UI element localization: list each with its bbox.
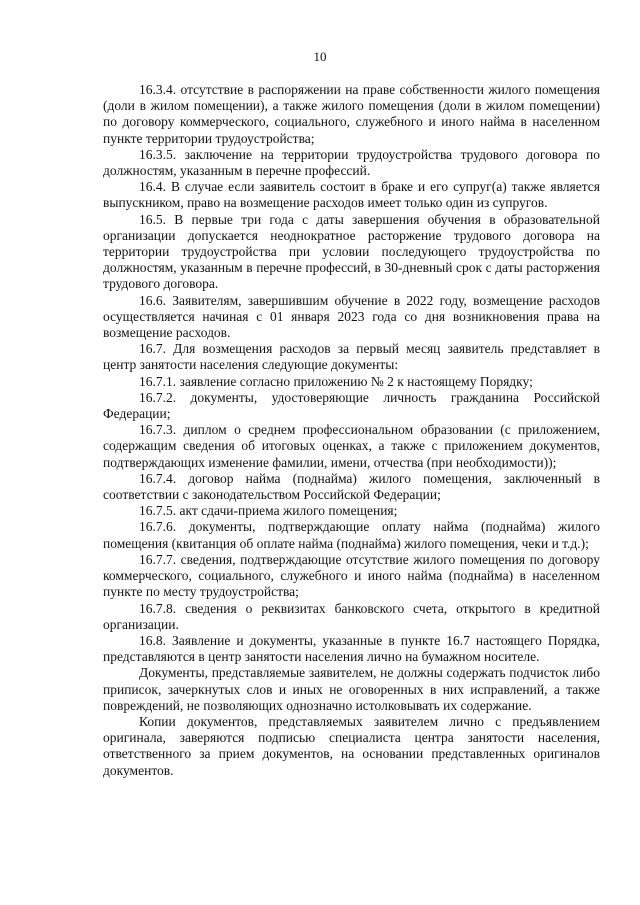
paragraph-16-7-7: 16.7.7. сведения, подтверждающие отсутствие жилого помещения по договору коммерческого, социального, служебного и иного найма (поднайма) в населенном пункте по месту трудоустройства; <box>103 551 600 600</box>
paragraph-16-7-4: 16.7.4. договор найма (поднайма) жилого помещения, заключенный в соответствии с законодательством Российской Федерации; <box>103 470 600 503</box>
paragraph-16-7-5: 16.7.5. акт сдачи-приема жилого помещения; <box>139 503 398 519</box>
paragraph-16-4: 16.4. В случае если заявитель состоит в браке и его супруг(а) также является выпускником, право на возмещение расходов имеет только один из супругов. <box>103 179 600 211</box>
paragraph-16-7-1: 16.7.1. заявление согласно приложению № 2 к настоящему Порядку; <box>139 373 533 389</box>
paragraph-16-3-5: 16.3.5. заключение на территории трудоустройства трудового договора по должностям, указанным в перечне профессий. <box>103 146 600 179</box>
paragraph-16-8: 16.8. Заявление и документы, указанные в пункте 16.7 настоящего Порядка, представляются в центр занятости населения лично на бумажном носителе. <box>103 632 600 665</box>
paragraph-16-7-6: 16.7.6. документы, подтверждающие оплату найма (поднайма) жилого помещения (квитанция об оплате найма (поднайма) жилого помещения, чеки и т.д.); <box>103 519 600 551</box>
paragraph-16-7-2: 16.7.2. документы, удостоверяющие личность гражданина Российской Федерации; <box>103 389 600 422</box>
paragraph-16-7: 16.7. Для возмещения расходов за первый месяц заявитель представляет в центр занятости населения следующие документы: <box>103 341 600 373</box>
document-body <box>103 82 600 779</box>
paragraph-copies-certification: Копии документов, представляемых заявителем лично с предъявлением оригинала, заверяются подписью специалиста центра занятости населения, ответственного за прием документов, на основании представленных оригиналов документов. <box>103 713 600 778</box>
paragraph-documents-requirements: Документы, представляемые заявителем, не должны содержать подчисток либо приписок, зачеркнутых слов и иных не оговоренных в них исправлений, а также повреждений, не позволяющих однозначно истолковывать их содержание. <box>103 665 600 713</box>
paragraph-16-5: 16.5. В первые три года с даты завершения обучения в образовательной организации допускается неоднократное расторжение трудового договора на территории трудоустройства при условии последующего трудоустройства по должностям, указанным в перечне профессий, в 30-дневный срок с даты расторжения трудового договора. <box>103 211 600 292</box>
paragraph-16-7-3: 16.7.3. диплом о среднем профессиональном образовании (с приложением, содержащим сведения об итоговых оценках, а также с приложением документов, подтверждающих изменение фамилии, имени, отчества (при необходимости)); <box>103 422 600 470</box>
paragraph-16-6: 16.6. Заявителям, завершившим обучение в 2022 году, возмещение расходов осуществляется начиная с 01 января 2023 года со дня возникновения права на возмещение расходов. <box>103 292 600 341</box>
paragraph-16-7-8: 16.7.8. сведения о реквизитах банковского счета, открытого в кредитной организации. <box>103 600 600 632</box>
paragraph-16-3-4: 16.3.4. отсутствие в распоряжении на праве собственности жилого помещения (доли в жилом помещении), а также жилого помещения (доли в жилом помещении) по договору коммерческого, социального, служебного и иного найма в населенном пункте территории трудоустройства; <box>103 82 600 146</box>
page-number: 10 <box>313 49 327 64</box>
